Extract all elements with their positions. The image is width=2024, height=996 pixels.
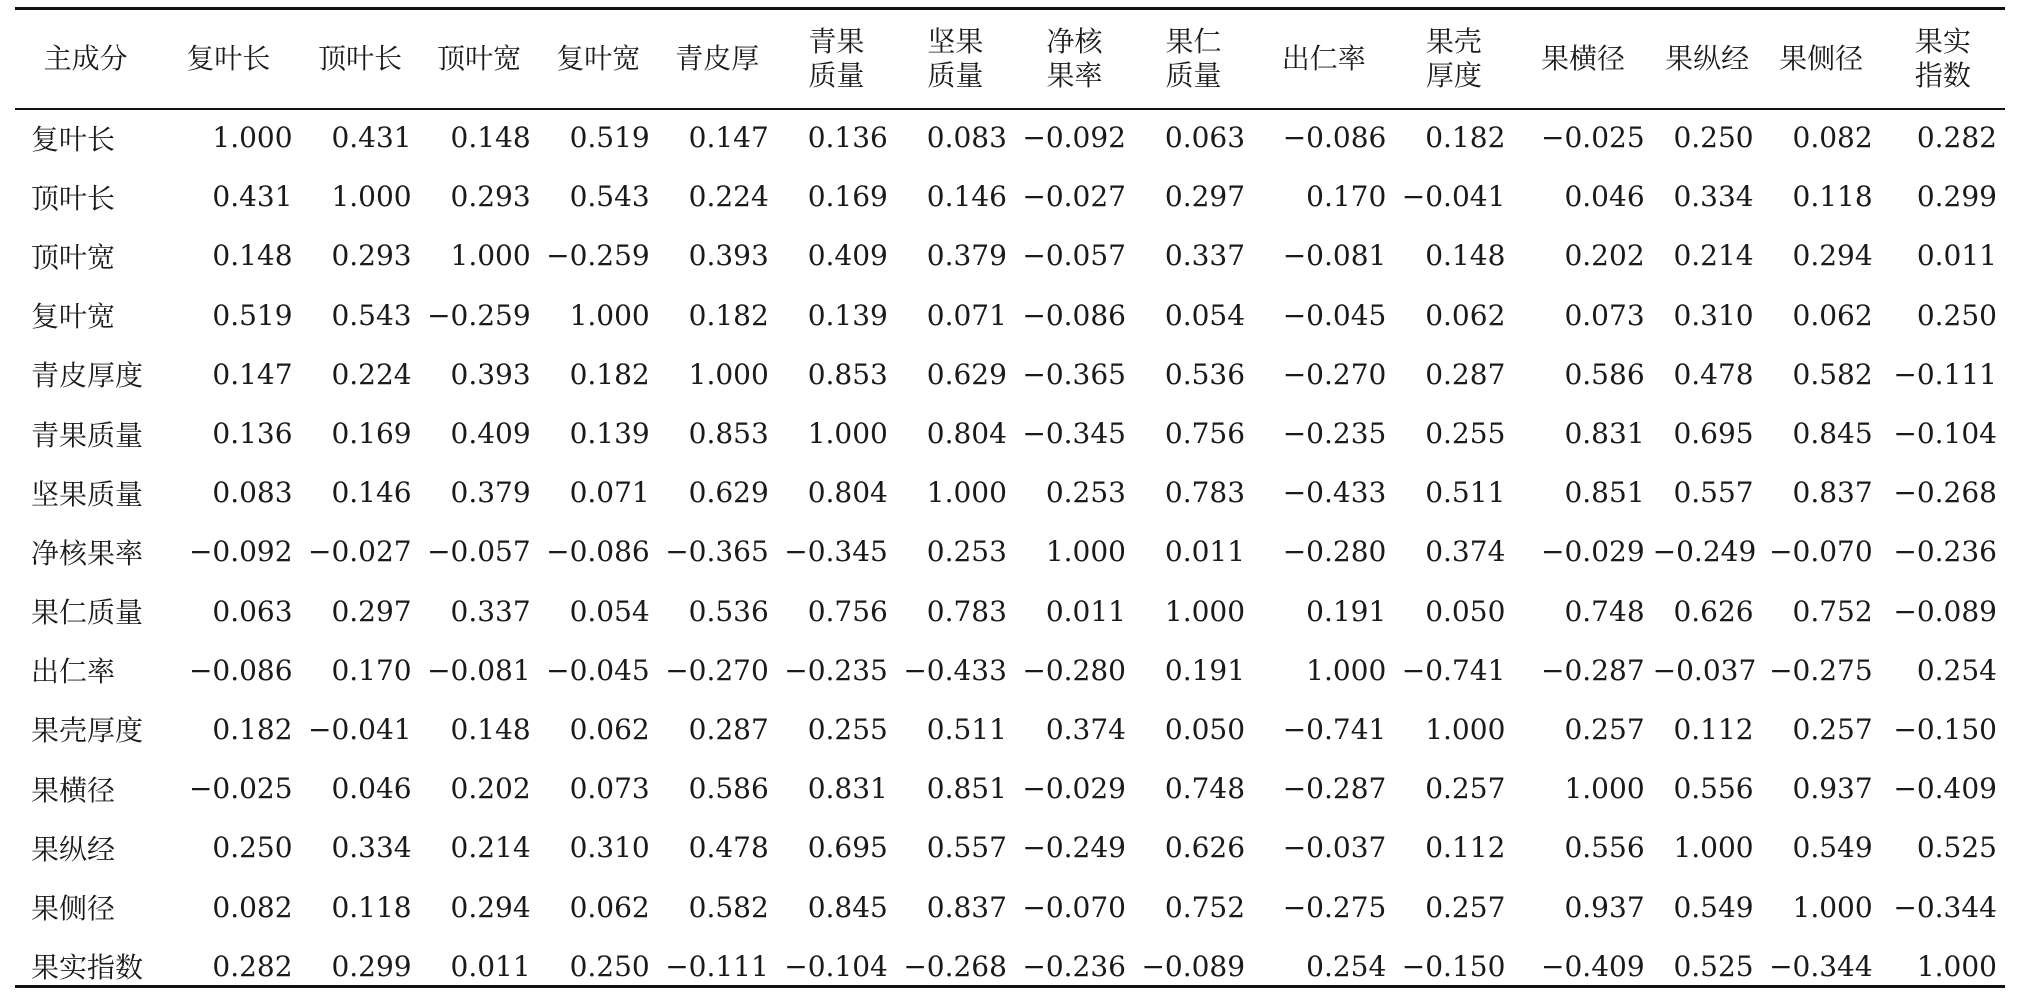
table-cell: −0.235	[1282, 417, 1387, 451]
table-cell: 0.191	[1306, 594, 1387, 628]
table-cell: 0.294	[450, 890, 531, 924]
table-cell: 0.837	[926, 890, 1007, 924]
table-cell: −0.280	[1022, 653, 1126, 687]
table-cell: 0.845	[1792, 417, 1873, 451]
row-label: 果实指数	[31, 951, 144, 985]
column-header: 复叶长	[186, 42, 271, 75]
table-cell: 0.582	[688, 890, 769, 924]
table-cell: 0.112	[1425, 831, 1506, 865]
table-cell: 0.334	[331, 831, 412, 865]
table-cell: 0.756	[807, 594, 888, 628]
table-cell: 0.062	[569, 890, 650, 924]
table-cell: −0.104	[1893, 417, 1997, 451]
table-cell: 0.519	[212, 298, 293, 332]
table-cell: −0.236	[1893, 535, 1997, 569]
table-cell: 0.629	[926, 357, 1007, 391]
table-cell: 0.214	[1673, 239, 1754, 273]
table-cell: 0.831	[807, 772, 888, 806]
table-cell: 0.011	[450, 949, 531, 983]
row-label: 果横径	[31, 773, 116, 807]
table-cell: 0.257	[1564, 712, 1645, 746]
table-cell: −0.089	[1893, 594, 1997, 628]
table-cell: 0.752	[1792, 594, 1873, 628]
table-cell: −0.235	[784, 653, 888, 687]
table-cell: 0.054	[569, 594, 650, 628]
table-cell: −0.268	[903, 949, 1007, 983]
table-body	[15, 108, 2005, 996]
table-cell: −0.345	[784, 535, 888, 569]
table-cell: 0.255	[807, 712, 888, 746]
table-cell: −0.275	[1769, 653, 1873, 687]
table-cell: −0.025	[188, 772, 293, 806]
table-cell: −0.433	[903, 653, 1007, 687]
table-cell: 0.586	[1564, 357, 1645, 391]
table-cell: −0.270	[665, 653, 769, 687]
table-cell: 0.478	[688, 831, 769, 865]
table-cell: −0.025	[1541, 121, 1645, 155]
table-cell: 0.202	[450, 772, 531, 806]
table-row	[15, 167, 2005, 226]
table-cell: −0.045	[546, 653, 650, 687]
table-row	[15, 759, 2005, 818]
table-cell: 0.626	[1673, 594, 1754, 628]
table-cell: 1.000	[1425, 712, 1506, 746]
table-cell: 0.083	[212, 476, 293, 510]
table-cell: 0.851	[926, 772, 1007, 806]
table-cell: 0.250	[569, 949, 650, 983]
table-cell: 0.063	[1164, 121, 1246, 155]
table-cell: −0.081	[427, 653, 531, 687]
table-cell: 0.557	[926, 831, 1007, 865]
table-cell: −0.045	[1282, 298, 1387, 332]
table-cell: 0.299	[331, 949, 412, 983]
table-cell: 0.148	[450, 712, 531, 746]
table-cell: −0.275	[1282, 890, 1387, 924]
table-cell: 0.845	[807, 890, 888, 924]
table-cell: 0.748	[1564, 594, 1645, 628]
table-cell: 0.139	[569, 417, 650, 451]
table-cell: −0.365	[665, 535, 769, 569]
table-cell: −0.041	[308, 712, 412, 746]
table-cell: −0.086	[546, 535, 650, 569]
table-cell: 1.000	[1045, 535, 1126, 569]
table-cell: 0.118	[331, 890, 412, 924]
table-cell: 0.626	[1164, 831, 1246, 865]
row-label: 果仁质量	[31, 596, 144, 630]
row-label: 果壳厚度	[31, 714, 144, 748]
table-cell: 0.112	[1673, 712, 1754, 746]
table-cell: −0.089	[1141, 949, 1246, 983]
table-cell: 0.536	[688, 594, 769, 628]
table-cell: 0.071	[926, 298, 1007, 332]
table-cell: 0.182	[569, 357, 650, 391]
table-cell: 0.062	[1425, 298, 1506, 332]
table-cell: 0.046	[1564, 180, 1645, 214]
table-cell: 0.202	[1564, 239, 1645, 273]
table-cell: 0.310	[1673, 298, 1754, 332]
table-cell: 1.000	[1792, 890, 1873, 924]
table-cell: 0.287	[688, 712, 769, 746]
table-cell: 0.146	[331, 476, 412, 510]
table-cell: 0.214	[450, 831, 531, 865]
table-cell: 0.287	[1425, 357, 1506, 391]
table-cell: 0.831	[1564, 417, 1645, 451]
table-cell: 0.253	[1045, 476, 1126, 510]
table-row	[15, 286, 2005, 345]
table-cell: −0.086	[1022, 298, 1126, 332]
table-cell: 0.282	[1916, 121, 1997, 155]
table-row	[15, 700, 2005, 759]
table-cell: −0.259	[427, 298, 531, 332]
table-cell: 0.556	[1673, 772, 1754, 806]
table-cell: −0.345	[1022, 417, 1126, 451]
table-cell: 0.182	[212, 712, 293, 746]
table-cell: 0.379	[926, 239, 1007, 273]
column-header: 果侧径	[1779, 42, 1864, 75]
table-cell: 0.297	[1164, 180, 1246, 214]
table-cell: 0.083	[926, 121, 1007, 155]
table-cell: 0.748	[1164, 772, 1246, 806]
table-cell: −0.268	[1893, 476, 1997, 510]
table-cell: 0.431	[212, 180, 293, 214]
table-cell: 0.695	[807, 831, 888, 865]
row-label: 青果质量	[31, 418, 144, 452]
table-cell: 0.297	[331, 594, 412, 628]
column-header: 坚果 质量	[927, 25, 984, 92]
table-cell: 0.148	[212, 239, 293, 273]
table-cell: 1.000	[688, 357, 769, 391]
column-header: 果实 指数	[1914, 25, 1971, 92]
table-cell: 1.000	[1673, 831, 1754, 865]
table-cell: 0.250	[1916, 298, 1997, 332]
table-cell: −0.409	[1893, 772, 1997, 806]
table-cell: 0.752	[1164, 890, 1246, 924]
table-cell: 0.294	[1792, 239, 1873, 273]
table-cell: −0.092	[1022, 121, 1126, 155]
table-cell: −0.111	[665, 949, 769, 983]
column-header: 果壳 厚度	[1425, 25, 1482, 92]
table-cell: 0.011	[1916, 239, 1997, 273]
table-cell: −0.086	[188, 653, 293, 687]
table-row	[15, 404, 2005, 463]
table-cell: 0.299	[1916, 180, 1997, 214]
table-cell: 0.050	[1425, 594, 1506, 628]
table-row	[15, 463, 2005, 522]
table-cell: 0.409	[807, 239, 888, 273]
column-header: 果纵经	[1665, 42, 1750, 75]
table-cell: −0.037	[1652, 653, 1757, 687]
table-cell: 0.519	[569, 121, 650, 155]
table-cell: −0.086	[1282, 121, 1387, 155]
table-cell: −0.057	[1022, 239, 1126, 273]
table-cell: 0.374	[1045, 712, 1126, 746]
table-cell: −0.070	[1022, 890, 1126, 924]
table-cell: 0.257	[1792, 712, 1873, 746]
table-cell: −0.280	[1282, 535, 1387, 569]
table-cell: 0.147	[688, 121, 769, 155]
table-cell: 1.000	[926, 476, 1007, 510]
row-label: 复叶长	[31, 122, 116, 156]
column-header: 净核 果率	[1046, 25, 1103, 92]
row-label: 坚果质量	[31, 477, 144, 511]
table-cell: 0.525	[1916, 831, 1997, 865]
table-cell: 0.046	[331, 772, 412, 806]
table-cell: 0.804	[926, 417, 1007, 451]
table-cell: 0.851	[1564, 476, 1645, 510]
table-cell: 0.337	[450, 594, 531, 628]
table-cell: −0.057	[427, 535, 531, 569]
table-cell: 0.148	[1425, 239, 1506, 273]
table-cell: 0.374	[1425, 535, 1506, 569]
table-cell: −0.150	[1401, 949, 1506, 983]
table-cell: 0.148	[450, 121, 531, 155]
table-cell: 0.393	[450, 357, 531, 391]
table-header	[15, 10, 2005, 108]
table-cell: 0.169	[807, 180, 888, 214]
table-cell: 0.334	[1673, 180, 1754, 214]
table-cell: 0.543	[331, 298, 412, 332]
table-cell: 0.837	[1792, 476, 1873, 510]
table-cell: 0.511	[1425, 476, 1506, 510]
table-cell: 0.170	[1306, 180, 1387, 214]
table-row	[15, 818, 2005, 877]
column-header: 出仁率	[1281, 42, 1366, 75]
table-cell: 0.337	[1164, 239, 1246, 273]
table-cell: 0.136	[212, 417, 293, 451]
table-cell: −0.287	[1282, 772, 1387, 806]
table-cell: −0.270	[1282, 357, 1387, 391]
table-cell: 1.000	[807, 417, 888, 451]
table-cell: 0.224	[688, 180, 769, 214]
row-label: 果侧径	[31, 892, 116, 926]
table-cell: 0.082	[1792, 121, 1873, 155]
table-cell: 0.586	[688, 772, 769, 806]
table-cell: −0.027	[308, 535, 412, 569]
column-header: 果横径	[1541, 42, 1626, 75]
table-cell: 0.254	[1916, 653, 1997, 687]
table-cell: −0.037	[1282, 831, 1387, 865]
column-header: 青皮厚	[675, 42, 760, 75]
table-cell: 0.556	[1564, 831, 1645, 865]
table-cell: 0.250	[1673, 121, 1754, 155]
table-cell: 1.000	[331, 180, 412, 214]
table-cell: 1.000	[569, 298, 650, 332]
table-cell: 0.073	[569, 772, 650, 806]
table-cell: 0.050	[1164, 712, 1246, 746]
table-cell: −0.236	[1022, 949, 1126, 983]
table-cell: −0.741	[1282, 712, 1387, 746]
table-cell: −0.029	[1022, 772, 1126, 806]
table-cell: 0.182	[1425, 121, 1506, 155]
table-cell: −0.409	[1541, 949, 1645, 983]
table-cell: −0.150	[1893, 712, 1997, 746]
header-row	[15, 10, 2005, 108]
table-cell: 1.000	[1564, 772, 1645, 806]
row-label: 净核果率	[31, 536, 144, 570]
table-cell: 1.000	[1306, 653, 1387, 687]
table-cell: 0.082	[212, 890, 293, 924]
table-cell: −0.249	[1022, 831, 1126, 865]
table-cell: 0.511	[926, 712, 1007, 746]
column-header: 复叶宽	[556, 42, 641, 75]
table-cell: 0.543	[569, 180, 650, 214]
table-cell: 0.146	[926, 180, 1007, 214]
table-cell: 0.282	[212, 949, 293, 983]
table-cell: 0.409	[450, 417, 531, 451]
table-cell: 0.169	[331, 417, 412, 451]
column-header: 顶叶长	[318, 42, 403, 75]
table-row	[15, 937, 2005, 996]
table-cell: 0.310	[569, 831, 650, 865]
table-cell: 0.783	[1164, 476, 1246, 510]
table-cell: 0.073	[1564, 298, 1645, 332]
table-cell: 0.695	[1673, 417, 1754, 451]
table-cell: −0.027	[1022, 180, 1126, 214]
table-cell: −0.041	[1401, 180, 1506, 214]
table-cell: 0.937	[1564, 890, 1645, 924]
table-cell: 0.118	[1792, 180, 1873, 214]
table-cell: −0.111	[1893, 357, 1997, 391]
table-cell: 0.147	[212, 357, 293, 391]
table-cell: 0.629	[688, 476, 769, 510]
table-cell: 0.431	[331, 121, 412, 155]
table-cell: 0.255	[1425, 417, 1506, 451]
table-cell: 0.139	[807, 298, 888, 332]
table-cell: −0.081	[1282, 239, 1387, 273]
table-cell: 0.054	[1164, 298, 1246, 332]
table-cell: 0.063	[212, 594, 293, 628]
table-cell: 0.191	[1164, 653, 1246, 687]
table-cell: 0.257	[1425, 772, 1506, 806]
table-cell: 0.257	[1425, 890, 1506, 924]
table-cell: 0.293	[450, 180, 531, 214]
table-cell: 0.136	[807, 121, 888, 155]
table-cell: 0.536	[1164, 357, 1246, 391]
row-label: 出仁率	[31, 655, 116, 689]
table-cell: 0.379	[450, 476, 531, 510]
table-cell: 0.549	[1673, 890, 1754, 924]
table-cell: 0.224	[331, 357, 412, 391]
table-cell: −0.287	[1541, 653, 1645, 687]
table-cell: −0.104	[784, 949, 888, 983]
row-label: 顶叶长	[31, 181, 116, 215]
table-cell: 0.853	[807, 357, 888, 391]
table-cell: 0.182	[688, 298, 769, 332]
table-cell: −0.741	[1401, 653, 1506, 687]
table-cell: 0.293	[331, 239, 412, 273]
row-label: 青皮厚度	[31, 359, 144, 393]
table-cell: −0.344	[1769, 949, 1873, 983]
table-cell: 1.000	[212, 121, 293, 155]
table-row	[15, 641, 2005, 700]
table-cell: −0.092	[188, 535, 293, 569]
table-cell: 0.756	[1164, 417, 1246, 451]
table-cell: 0.549	[1792, 831, 1873, 865]
table-cell: −0.433	[1282, 476, 1387, 510]
table-cell: 0.071	[569, 476, 650, 510]
table-cell: 0.170	[331, 653, 412, 687]
table-cell: −0.070	[1769, 535, 1873, 569]
table-cell: 0.525	[1673, 949, 1754, 983]
row-label: 果纵经	[31, 832, 116, 866]
table-row	[15, 582, 2005, 641]
table-cell: 1.000	[1916, 949, 1997, 983]
table-cell: 0.062	[569, 712, 650, 746]
table-cell: 0.393	[688, 239, 769, 273]
header-first-col: 主成分	[43, 42, 128, 75]
table-cell: 1.000	[1164, 594, 1246, 628]
table-row	[15, 108, 2005, 167]
table-cell: 0.937	[1792, 772, 1873, 806]
table-cell: 0.783	[926, 594, 1007, 628]
table-cell: −0.259	[546, 239, 650, 273]
table-cell: 0.062	[1792, 298, 1873, 332]
table-cell: 0.250	[212, 831, 293, 865]
row-label: 顶叶宽	[31, 240, 116, 274]
column-header: 果仁 质量	[1165, 25, 1222, 92]
table-cell: 0.478	[1673, 357, 1754, 391]
table-cell: 0.557	[1673, 476, 1754, 510]
table-row	[15, 877, 2005, 936]
table-cell: −0.344	[1893, 890, 1997, 924]
table-cell: −0.029	[1541, 535, 1645, 569]
table-cell: 0.254	[1306, 949, 1387, 983]
table-row	[15, 522, 2005, 581]
table-cell: −0.365	[1022, 357, 1126, 391]
table-row	[15, 345, 2005, 404]
table-cell: 0.253	[926, 535, 1007, 569]
table-cell: 0.582	[1792, 357, 1873, 391]
table-cell: 0.804	[807, 476, 888, 510]
table-row	[15, 226, 2005, 285]
table-cell: −0.249	[1652, 535, 1757, 569]
column-header: 青果 质量	[808, 25, 865, 92]
column-header: 顶叶宽	[437, 42, 522, 75]
table-cell: 0.011	[1164, 535, 1246, 569]
table-cell: 0.011	[1045, 594, 1126, 628]
table-cell: 0.853	[688, 417, 769, 451]
table-cell: 1.000	[450, 239, 531, 273]
correlation-matrix-table	[15, 10, 2005, 996]
row-label: 复叶宽	[31, 300, 116, 334]
